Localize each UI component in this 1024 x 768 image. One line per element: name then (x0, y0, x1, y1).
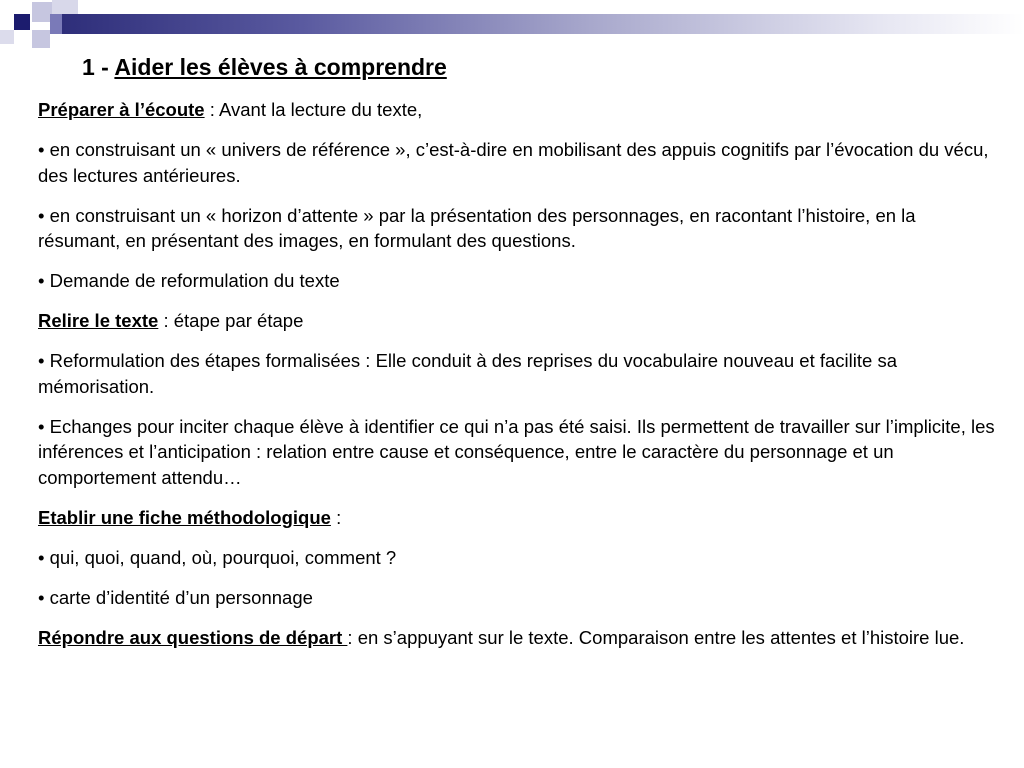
paragraph-text: : Avant la lecture du texte, (204, 99, 423, 120)
paragraph-text: • Demande de reformulation du texte (38, 270, 340, 291)
slide-body (38, 97, 998, 665)
paragraph-text: • qui, quoi, quand, où, pourquoi, comment ? (38, 546, 397, 568)
slide-decoration (0, 0, 1024, 60)
bullet-paragraph (38, 203, 998, 254)
paragraph-text: • en construisant un « horizon d’attente » par la présentation des personnages, en racontant l’histoire, en la résumant, en présentant des images, en formulant des questions. (38, 204, 916, 251)
section-paragraph (38, 505, 998, 531)
title-number: 1 - (82, 54, 115, 80)
paragraph-text: • en construisant un « univers de référence », c’est-à-dire en mobilisant des appuis cognitifs par l’évocation du vécu, des lectures antérieures. (38, 139, 989, 186)
section-paragraph (38, 97, 998, 123)
section-paragraph (38, 308, 998, 334)
paragraph-text: • Echanges pour inciter chaque élève à identifier ce qui n’a pas été saisi. Ils permettent de travailler sur l’implicite, les inférences et l’anticipation : relation entre cause et conséquence, entre le caractère du personnage et un comportement attendu… (38, 415, 995, 488)
header-gradient-bar (62, 14, 1024, 34)
decor-square-mid (50, 14, 62, 34)
paragraph-text: : étape par étape (158, 310, 304, 331)
paragraph-text: • carte d’identité d’un personnage (38, 586, 313, 608)
decor-square-light (32, 30, 50, 48)
section-heading: Etablir une fiche méthodologique (38, 506, 331, 528)
bullet-paragraph (38, 545, 998, 571)
section-heading: Relire le texte (38, 310, 159, 331)
slide-title (82, 54, 447, 81)
title-text: Aider les élèves à comprendre (114, 54, 447, 80)
section-paragraph (38, 625, 998, 651)
section-heading: Préparer à l’écoute (38, 99, 205, 120)
bullet-paragraph (38, 137, 998, 188)
bullet-paragraph (38, 268, 998, 294)
paragraph-text: : (330, 506, 342, 528)
decor-square-light (0, 30, 14, 44)
bullet-paragraph (38, 414, 998, 491)
decor-square-light (32, 2, 52, 22)
decor-square-dark (14, 14, 30, 30)
paragraph-text: • Reformulation des étapes formalisées : Elle conduit à des reprises du vocabulaire nouveau et facilite sa mémorisation. (38, 350, 897, 397)
paragraph-text: : en s’appuyant sur le texte. Comparaison entre les attentes et l’histoire lue. (347, 626, 965, 648)
bullet-paragraph (38, 585, 998, 611)
bullet-paragraph (38, 348, 998, 399)
decor-square-light (52, 0, 78, 14)
section-heading: Répondre aux questions de départ (38, 626, 348, 648)
